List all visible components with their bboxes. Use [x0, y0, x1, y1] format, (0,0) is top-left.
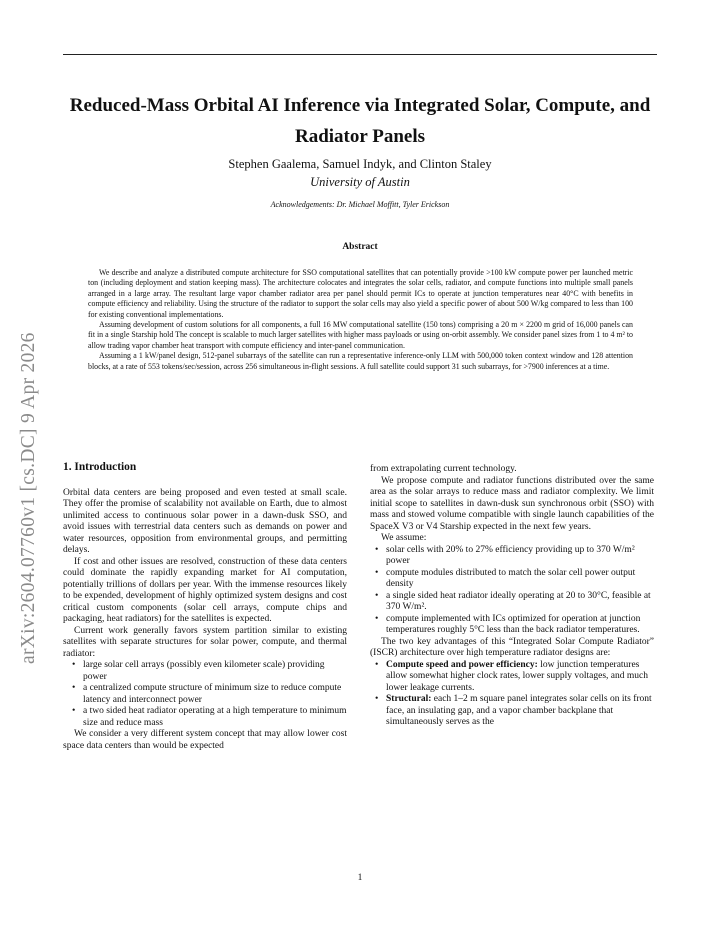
list-item-lead: Structural: — [386, 694, 432, 704]
affiliation: University of Austin — [310, 175, 410, 189]
bullet-list — [370, 545, 654, 637]
arxiv-identifier-stamp: arXiv:2604.07760v1 [cs.DC] 9 Apr 2026 — [18, 332, 39, 664]
abstract-body — [88, 268, 633, 372]
author-list: Stephen Gaalema, Samuel Indyk, and Clinton Staley — [228, 157, 492, 171]
body-paragraph: We propose compute and radiator functions distributed over the same area as the solar arrays to reduce mass and radiator complexity. We limit initial scope to satellites in dawn-dusk sun synchronous orbit (SSO) with mass and stowed volume compatible with single launch capabilities of the SpaceX V3 or V4 Starship expected in the next few years. — [370, 475, 654, 532]
body-paragraph: The two key advantages of this “Integrated Solar Compute Radiator” (ISCR) architecture over high temperature radiator designs are: — [370, 636, 654, 658]
list-item: • solar cells with 20% to 27% efficiency providing up to 370 W/m² power — [370, 545, 654, 568]
list-item: • a two sided heat radiator operating at a high temperature to minimum size and reduce mass — [63, 706, 347, 729]
left-column — [63, 462, 347, 752]
list-item — [370, 694, 654, 729]
body-paragraph-continued: from extrapolating current technology. — [370, 464, 517, 474]
abstract-paragraph: Assuming development of custom solutions for all components, a full 16 MW computational satellite (150 tons) comprising a 20 m × 2200 m grid of 16,000 panels can fit in a single Starship hold The concept is scalable to much larger satellites with higher mass payloads or using on-orbit assembly. We consider panel sizes from 1 to 4 m² to allow trading vapor chamber heat transport with compute efficiency and inter-panel communication. — [88, 320, 633, 350]
top-rule — [63, 54, 657, 55]
body-paragraph: Orbital data centers are being proposed and even tested at small scale. They offer the promise of scalability not available on Earth, due to almost unlimited access to continuous solar power in a dawn-dusk SSO, and avoid issues with terrestrial data centers such as demands on power and water resources, opposition from environmental groups, and permitting delays. — [63, 487, 347, 555]
abstract-paragraph: We describe and analyze a distributed compute architecture for SSO computational satellites that can potentially provide >100 kW compute power per launched metric ton (including deployment and station keeping mass). The architecture colocates and integrates the solar cells, radiator, and compute functions into multiple small panels arranged in a large array. The resultant large vapor chamber radiator area per panel should permit ICs to operate at junction temperatures near 40°C with benefits in compute efficiency and reliability. Using the structure of the radiator to support the solar cells may also yield a specific power of about 500 W/kg compared to less than 100 for existing conventional implementations. — [88, 268, 633, 319]
abstract-paragraph: Assuming a 1 kW/panel design, 512-panel subarrays of the satellite can run a representative inference-only LLM with 500,000 token context window and 128 attention blocks, at a rate of 553 tokens/sec/session, across 256 simultaneous in-flight sessions. A full satellite could support 31 such subarrays, for >7900 inferences at a time. — [88, 351, 633, 371]
body-paragraph: We assume: — [381, 533, 427, 543]
bullet-list — [370, 660, 654, 729]
paper-title: Reduced-Mass Orbital AI Inference via Integrated Solar, Compute, and Radiator Panels — [69, 95, 651, 147]
bullet-list — [63, 660, 347, 729]
list-item-text: each 1–2 m square panel integrates solar cells on its front face, an insulating gap, and a vapor chamber backplane that simultaneously serves as the — [386, 694, 652, 727]
list-item: • a centralized compute structure of minimum size to reduce compute latency and interconnect power — [63, 683, 347, 706]
list-item-lead: Compute speed and power efficiency: — [386, 659, 538, 670]
list-item: • compute implemented with ICs optimized for operation at junction temperatures roughly 5°C less than the back radiator temperatures. — [370, 614, 654, 637]
list-item — [370, 660, 654, 695]
right-column — [370, 464, 654, 729]
page-number: 1 — [357, 873, 363, 883]
body-paragraph: If cost and other issues are resolved, construction of these data centers could dominate the rapidly expanding market for AI computation, potentially trillions of dollars per year. With the immense resources likely to be expended, development of highly optimized system designs and cost critical custom components (solar cell arrays, compute chips and packaging, heat radiators) for the satellites is expected. — [63, 556, 347, 624]
list-item: • large solar cell arrays (possibly even kilometer scale) providing power — [63, 660, 347, 683]
body-paragraph: Current work generally favors system partition similar to existing satellites with separate structures for solar power, compute, and thermal radiator: — [63, 625, 347, 659]
section-heading-introduction: 1. Introduction — [63, 461, 137, 473]
list-item: • a single sided heat radiator ideally operating at 20 to 30°C, feasible at 370 W/m². — [370, 591, 654, 614]
abstract-heading: Abstract — [342, 242, 378, 252]
body-paragraph: We consider a very different system concept that may allow lower cost space data centers than would be expected — [63, 729, 347, 751]
acknowledgements: Acknowledgements: Dr. Michael Moffitt, Tyler Erickson — [270, 200, 450, 209]
list-item-text: low junction temperatures allow somewhat higher clock rates, lower supply voltages, and much lower leakage currents. — [386, 659, 648, 693]
list-item: • compute modules distributed to match the solar cell power output density — [370, 568, 654, 591]
